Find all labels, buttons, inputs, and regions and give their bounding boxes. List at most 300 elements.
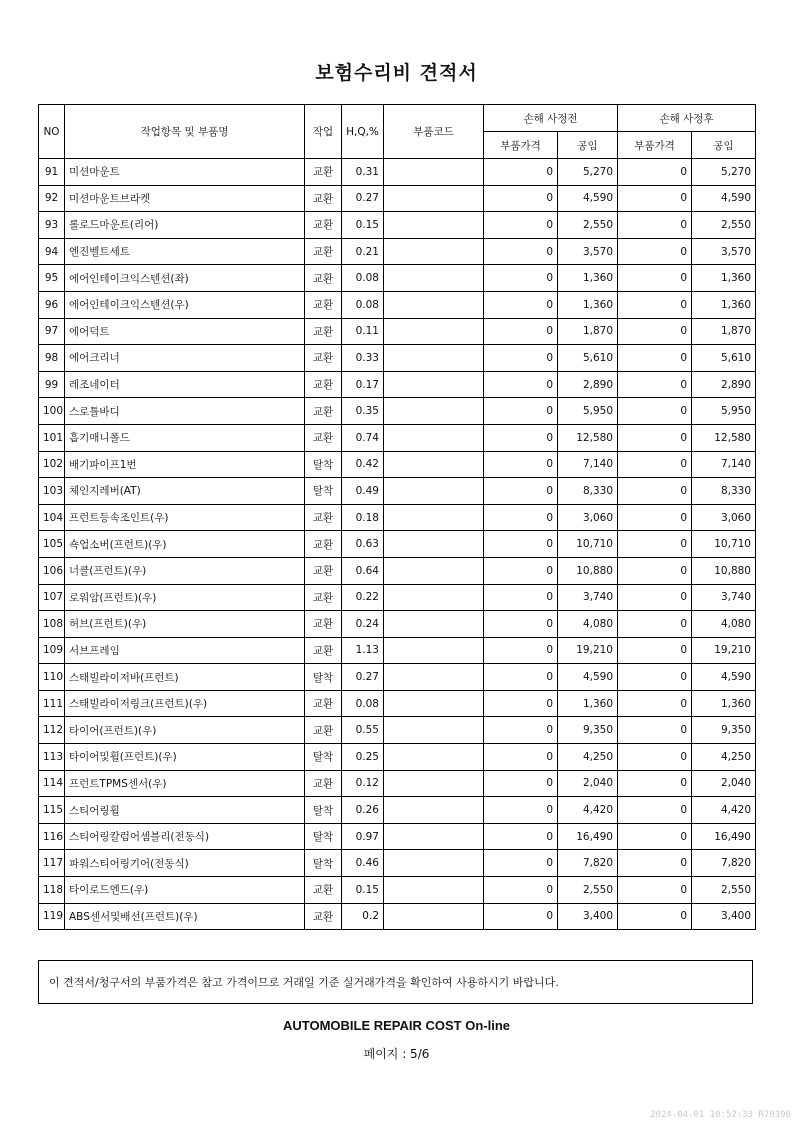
row-work-type: 교환 [305, 717, 342, 744]
table-row [39, 903, 756, 930]
row-after-part-price: 0 [618, 823, 692, 850]
row-item-name: 미션마운트브라켓 [65, 185, 305, 212]
row-hq: 0.08 [342, 690, 384, 717]
row-work-type: 교환 [305, 557, 342, 584]
header-hq: H,Q,% [342, 105, 384, 159]
row-no: 103 [39, 478, 65, 505]
row-after-part-price: 0 [618, 398, 692, 425]
row-before-labor: 5,950 [558, 398, 618, 425]
row-before-part-price: 0 [484, 611, 558, 638]
row-no: 111 [39, 690, 65, 717]
row-after-part-price: 0 [618, 717, 692, 744]
row-after-part-price: 0 [618, 159, 692, 186]
header-after-labor: 공임 [692, 132, 756, 159]
row-after-labor: 1,360 [692, 265, 756, 292]
row-item-name: 스로틀바디 [65, 398, 305, 425]
row-item-name: 타이로드엔드(우) [65, 877, 305, 904]
row-before-part-price: 0 [484, 797, 558, 824]
row-part-code [384, 611, 484, 638]
row-before-part-price: 0 [484, 265, 558, 292]
row-after-part-price: 0 [618, 291, 692, 318]
row-part-code [384, 451, 484, 478]
row-after-labor: 1,360 [692, 690, 756, 717]
row-after-labor: 2,890 [692, 371, 756, 398]
row-hq: 0.35 [342, 398, 384, 425]
row-before-part-price: 0 [484, 903, 558, 930]
header-before-assessment: 손해 사정전 [484, 105, 618, 132]
row-before-labor: 1,360 [558, 291, 618, 318]
row-work-type: 교환 [305, 531, 342, 558]
row-after-part-price: 0 [618, 744, 692, 771]
row-before-part-price: 0 [484, 557, 558, 584]
row-after-part-price: 0 [618, 504, 692, 531]
row-hq: 0.22 [342, 584, 384, 611]
header-part-code: 부품코드 [384, 105, 484, 159]
row-hq: 0.27 [342, 664, 384, 691]
row-before-labor: 4,590 [558, 664, 618, 691]
row-work-type: 교환 [305, 265, 342, 292]
table-row [39, 637, 756, 664]
row-before-labor: 5,610 [558, 345, 618, 372]
row-part-code [384, 637, 484, 664]
row-before-labor: 3,400 [558, 903, 618, 930]
row-hq: 0.27 [342, 185, 384, 212]
table-row [39, 345, 756, 372]
row-work-type: 탈착 [305, 850, 342, 877]
row-no: 119 [39, 903, 65, 930]
row-part-code [384, 504, 484, 531]
row-after-part-price: 0 [618, 903, 692, 930]
row-hq: 1.13 [342, 637, 384, 664]
row-before-part-price: 0 [484, 371, 558, 398]
row-hq: 0.2 [342, 903, 384, 930]
row-work-type: 교환 [305, 185, 342, 212]
row-before-labor: 2,550 [558, 877, 618, 904]
table-row [39, 823, 756, 850]
row-work-type: 교환 [305, 611, 342, 638]
row-after-labor: 4,420 [692, 797, 756, 824]
row-before-part-price: 0 [484, 345, 558, 372]
row-part-code [384, 850, 484, 877]
row-item-name: 에어덕트 [65, 318, 305, 345]
row-after-part-price: 0 [618, 478, 692, 505]
row-before-labor: 3,570 [558, 238, 618, 265]
row-before-labor: 9,350 [558, 717, 618, 744]
row-after-labor: 1,870 [692, 318, 756, 345]
table-row [39, 717, 756, 744]
row-work-type: 탈착 [305, 744, 342, 771]
row-hq: 0.25 [342, 744, 384, 771]
row-hq: 0.42 [342, 451, 384, 478]
footer-title: AUTOMOBILE REPAIR COST On-line [282, 1018, 511, 1033]
row-part-code [384, 212, 484, 239]
row-item-name: 파워스티어링기어(전동식) [65, 850, 305, 877]
table-row [39, 690, 756, 717]
row-after-part-price: 0 [618, 637, 692, 664]
row-part-code [384, 159, 484, 186]
row-after-labor: 10,710 [692, 531, 756, 558]
estimate-table [38, 104, 756, 930]
row-work-type: 교환 [305, 690, 342, 717]
row-before-labor: 3,740 [558, 584, 618, 611]
row-hq: 0.26 [342, 797, 384, 824]
row-part-code [384, 717, 484, 744]
row-before-part-price: 0 [484, 770, 558, 797]
row-before-labor: 12,580 [558, 424, 618, 451]
row-part-code [384, 797, 484, 824]
row-before-part-price: 0 [484, 850, 558, 877]
row-before-part-price: 0 [484, 398, 558, 425]
row-part-code [384, 185, 484, 212]
row-before-labor: 16,490 [558, 823, 618, 850]
row-hq: 0.08 [342, 291, 384, 318]
header-no: NO [39, 105, 65, 159]
table-row [39, 424, 756, 451]
header-before-part-price: 부품가격 [484, 132, 558, 159]
row-item-name: 미션마운트 [65, 159, 305, 186]
row-after-labor: 3,400 [692, 903, 756, 930]
row-after-part-price: 0 [618, 371, 692, 398]
row-no: 107 [39, 584, 65, 611]
row-before-part-price: 0 [484, 318, 558, 345]
row-before-labor: 10,880 [558, 557, 618, 584]
row-part-code [384, 265, 484, 292]
row-item-name: 흡기매니폴드 [65, 424, 305, 451]
row-part-code [384, 238, 484, 265]
row-no: 118 [39, 877, 65, 904]
row-part-code [384, 291, 484, 318]
row-before-labor: 3,060 [558, 504, 618, 531]
row-part-code [384, 823, 484, 850]
row-before-part-price: 0 [484, 424, 558, 451]
row-before-part-price: 0 [484, 690, 558, 717]
table-row [39, 318, 756, 345]
row-work-type: 교환 [305, 212, 342, 239]
row-after-labor: 5,270 [692, 159, 756, 186]
row-hq: 0.64 [342, 557, 384, 584]
row-no: 114 [39, 770, 65, 797]
row-after-part-price: 0 [618, 265, 692, 292]
row-hq: 0.17 [342, 371, 384, 398]
row-work-type: 교환 [305, 770, 342, 797]
table-row [39, 797, 756, 824]
row-no: 117 [39, 850, 65, 877]
row-before-labor: 7,140 [558, 451, 618, 478]
row-hq: 0.15 [342, 877, 384, 904]
row-after-labor: 4,590 [692, 664, 756, 691]
row-item-name: 로워암(프런트)(우) [65, 584, 305, 611]
row-before-part-price: 0 [484, 478, 558, 505]
row-after-part-price: 0 [618, 238, 692, 265]
table-row [39, 185, 756, 212]
row-after-part-price: 0 [618, 850, 692, 877]
row-before-labor: 5,270 [558, 159, 618, 186]
row-hq: 0.11 [342, 318, 384, 345]
header-item: 작업항목 및 부품명 [65, 105, 305, 159]
row-item-name: 스티어링칼럼어셈블리(전동식) [65, 823, 305, 850]
row-before-labor: 4,420 [558, 797, 618, 824]
row-no: 94 [39, 238, 65, 265]
row-after-labor: 7,140 [692, 451, 756, 478]
row-work-type: 교환 [305, 318, 342, 345]
row-hq: 0.18 [342, 504, 384, 531]
row-before-part-price: 0 [484, 664, 558, 691]
row-part-code [384, 690, 484, 717]
table-row [39, 531, 756, 558]
row-after-labor: 9,350 [692, 717, 756, 744]
row-work-type: 교환 [305, 903, 342, 930]
table-row [39, 291, 756, 318]
row-no: 101 [39, 424, 65, 451]
row-no: 93 [39, 212, 65, 239]
row-after-labor: 16,490 [692, 823, 756, 850]
row-after-labor: 5,610 [692, 345, 756, 372]
row-after-part-price: 0 [618, 424, 692, 451]
row-item-name: 쇽업소버(프런트)(우) [65, 531, 305, 558]
row-item-name: 체인지레버(AT) [65, 478, 305, 505]
row-hq: 0.08 [342, 265, 384, 292]
row-part-code [384, 398, 484, 425]
row-before-labor: 2,550 [558, 212, 618, 239]
table-row [39, 744, 756, 771]
row-hq: 0.24 [342, 611, 384, 638]
row-item-name: 엔진벨트세트 [65, 238, 305, 265]
row-after-labor: 4,590 [692, 185, 756, 212]
table-row [39, 371, 756, 398]
row-item-name: 허브(프런트)(우) [65, 611, 305, 638]
row-before-part-price: 0 [484, 159, 558, 186]
row-before-labor: 7,820 [558, 850, 618, 877]
row-after-labor: 3,740 [692, 584, 756, 611]
header-after-assessment: 손해 사정후 [618, 105, 756, 132]
row-part-code [384, 664, 484, 691]
row-item-name: 서브프레임 [65, 637, 305, 664]
table-row [39, 770, 756, 797]
row-after-labor: 3,570 [692, 238, 756, 265]
row-after-labor: 2,550 [692, 877, 756, 904]
row-item-name: 프런트등속조인트(우) [65, 504, 305, 531]
row-after-part-price: 0 [618, 185, 692, 212]
row-before-part-price: 0 [484, 212, 558, 239]
row-no: 100 [39, 398, 65, 425]
row-work-type: 탈착 [305, 664, 342, 691]
row-item-name: 에어인테이크익스텐션(좌) [65, 265, 305, 292]
row-before-labor: 8,330 [558, 478, 618, 505]
row-item-name: 스티어링휠 [65, 797, 305, 824]
row-work-type: 교환 [305, 584, 342, 611]
row-before-part-price: 0 [484, 744, 558, 771]
row-item-name: 스태빌라이저바(프런트) [65, 664, 305, 691]
row-work-type: 교환 [305, 371, 342, 398]
table-row [39, 212, 756, 239]
row-before-part-price: 0 [484, 291, 558, 318]
row-item-name: 레조네이터 [65, 371, 305, 398]
row-after-labor: 5,950 [692, 398, 756, 425]
row-before-labor: 1,360 [558, 265, 618, 292]
row-no: 97 [39, 318, 65, 345]
row-work-type: 교환 [305, 877, 342, 904]
table-row [39, 265, 756, 292]
row-work-type: 교환 [305, 504, 342, 531]
row-work-type: 교환 [305, 345, 342, 372]
table-row [39, 850, 756, 877]
row-after-part-price: 0 [618, 584, 692, 611]
table-row [39, 877, 756, 904]
row-no: 109 [39, 637, 65, 664]
row-before-labor: 1,360 [558, 690, 618, 717]
row-hq: 0.33 [342, 345, 384, 372]
row-before-part-price: 0 [484, 877, 558, 904]
row-before-labor: 1,870 [558, 318, 618, 345]
row-after-part-price: 0 [618, 664, 692, 691]
table-row [39, 557, 756, 584]
row-before-part-price: 0 [484, 531, 558, 558]
row-item-name: 롤로드마운트(리어) [65, 212, 305, 239]
row-item-name: 너클(프런트)(우) [65, 557, 305, 584]
row-before-part-price: 0 [484, 185, 558, 212]
row-item-name: 스태빌라이저링크(프런트)(우) [65, 690, 305, 717]
row-after-labor: 1,360 [692, 291, 756, 318]
row-before-labor: 4,080 [558, 611, 618, 638]
row-after-part-price: 0 [618, 212, 692, 239]
row-after-part-price: 0 [618, 345, 692, 372]
row-after-part-price: 0 [618, 531, 692, 558]
row-after-labor: 10,880 [692, 557, 756, 584]
row-hq: 0.63 [342, 531, 384, 558]
row-part-code [384, 744, 484, 771]
table-row [39, 504, 756, 531]
row-no: 91 [39, 159, 65, 186]
row-part-code [384, 345, 484, 372]
table-row [39, 238, 756, 265]
row-no: 102 [39, 451, 65, 478]
row-no: 115 [39, 797, 65, 824]
table-row [39, 664, 756, 691]
table-body [39, 159, 756, 930]
row-before-part-price: 0 [484, 451, 558, 478]
row-before-labor: 4,590 [558, 185, 618, 212]
row-no: 92 [39, 185, 65, 212]
row-work-type: 교환 [305, 424, 342, 451]
row-no: 96 [39, 291, 65, 318]
row-part-code [384, 770, 484, 797]
row-part-code [384, 424, 484, 451]
row-before-part-price: 0 [484, 238, 558, 265]
document-title: 보험수리비 견적서 [315, 62, 478, 84]
row-before-part-price: 0 [484, 717, 558, 744]
row-before-part-price: 0 [484, 584, 558, 611]
row-before-labor: 4,250 [558, 744, 618, 771]
row-hq: 0.97 [342, 823, 384, 850]
row-before-labor: 19,210 [558, 637, 618, 664]
row-before-labor: 2,040 [558, 770, 618, 797]
row-work-type: 교환 [305, 291, 342, 318]
row-no: 98 [39, 345, 65, 372]
row-before-part-price: 0 [484, 504, 558, 531]
row-work-type: 탈착 [305, 823, 342, 850]
row-after-labor: 7,820 [692, 850, 756, 877]
row-after-labor: 2,040 [692, 770, 756, 797]
row-after-labor: 12,580 [692, 424, 756, 451]
row-item-name: 타이어및휠(프런트)(우) [65, 744, 305, 771]
row-no: 108 [39, 611, 65, 638]
row-after-part-price: 0 [618, 770, 692, 797]
row-work-type: 교환 [305, 238, 342, 265]
table-row [39, 584, 756, 611]
row-part-code [384, 903, 484, 930]
row-hq: 0.21 [342, 238, 384, 265]
row-after-part-price: 0 [618, 611, 692, 638]
row-no: 113 [39, 744, 65, 771]
row-before-part-price: 0 [484, 637, 558, 664]
row-item-name: 타이어(프런트)(우) [65, 717, 305, 744]
row-after-part-price: 0 [618, 451, 692, 478]
row-part-code [384, 371, 484, 398]
table-row [39, 451, 756, 478]
table-row [39, 611, 756, 638]
row-after-labor: 4,080 [692, 611, 756, 638]
row-item-name: 프런트TPMS센서(우) [65, 770, 305, 797]
row-no: 112 [39, 717, 65, 744]
header-work: 작업 [305, 105, 342, 159]
row-no: 95 [39, 265, 65, 292]
row-part-code [384, 557, 484, 584]
row-hq: 0.46 [342, 850, 384, 877]
table-row [39, 159, 756, 186]
row-hq: 0.15 [342, 212, 384, 239]
row-hq: 0.31 [342, 159, 384, 186]
row-no: 106 [39, 557, 65, 584]
row-before-labor: 2,890 [558, 371, 618, 398]
row-after-labor: 3,060 [692, 504, 756, 531]
row-no: 104 [39, 504, 65, 531]
row-work-type: 탈착 [305, 451, 342, 478]
table-row [39, 398, 756, 425]
row-part-code [384, 318, 484, 345]
row-after-part-price: 0 [618, 690, 692, 717]
print-timestamp: 2024-04-01 10:52:33 R70396 [650, 1110, 791, 1120]
row-no: 116 [39, 823, 65, 850]
price-notice: 이 견적서/청구서의 부품가격은 참고 가격이므로 거래일 기준 실거래가격을 확인하여 사용하시기 바랍니다. [38, 960, 753, 1004]
row-part-code [384, 478, 484, 505]
page-number: 페이지 : 5/6 [363, 1047, 430, 1061]
table-row [39, 478, 756, 505]
row-item-name: 에어크리너 [65, 345, 305, 372]
header-after-part-price: 부품가격 [618, 132, 692, 159]
row-before-labor: 10,710 [558, 531, 618, 558]
row-item-name: 에어인테이크익스텐션(우) [65, 291, 305, 318]
row-work-type: 탈착 [305, 478, 342, 505]
row-no: 110 [39, 664, 65, 691]
row-after-part-price: 0 [618, 318, 692, 345]
row-work-type: 교환 [305, 159, 342, 186]
header-before-labor: 공임 [558, 132, 618, 159]
row-hq: 0.49 [342, 478, 384, 505]
row-part-code [384, 531, 484, 558]
row-part-code [384, 877, 484, 904]
row-item-name: 배기파이프1번 [65, 451, 305, 478]
row-hq: 0.12 [342, 770, 384, 797]
row-hq: 0.74 [342, 424, 384, 451]
row-no: 99 [39, 371, 65, 398]
row-work-type: 교환 [305, 637, 342, 664]
row-hq: 0.55 [342, 717, 384, 744]
row-no: 105 [39, 531, 65, 558]
row-after-labor: 8,330 [692, 478, 756, 505]
row-after-labor: 4,250 [692, 744, 756, 771]
row-work-type: 탈착 [305, 797, 342, 824]
row-work-type: 교환 [305, 398, 342, 425]
